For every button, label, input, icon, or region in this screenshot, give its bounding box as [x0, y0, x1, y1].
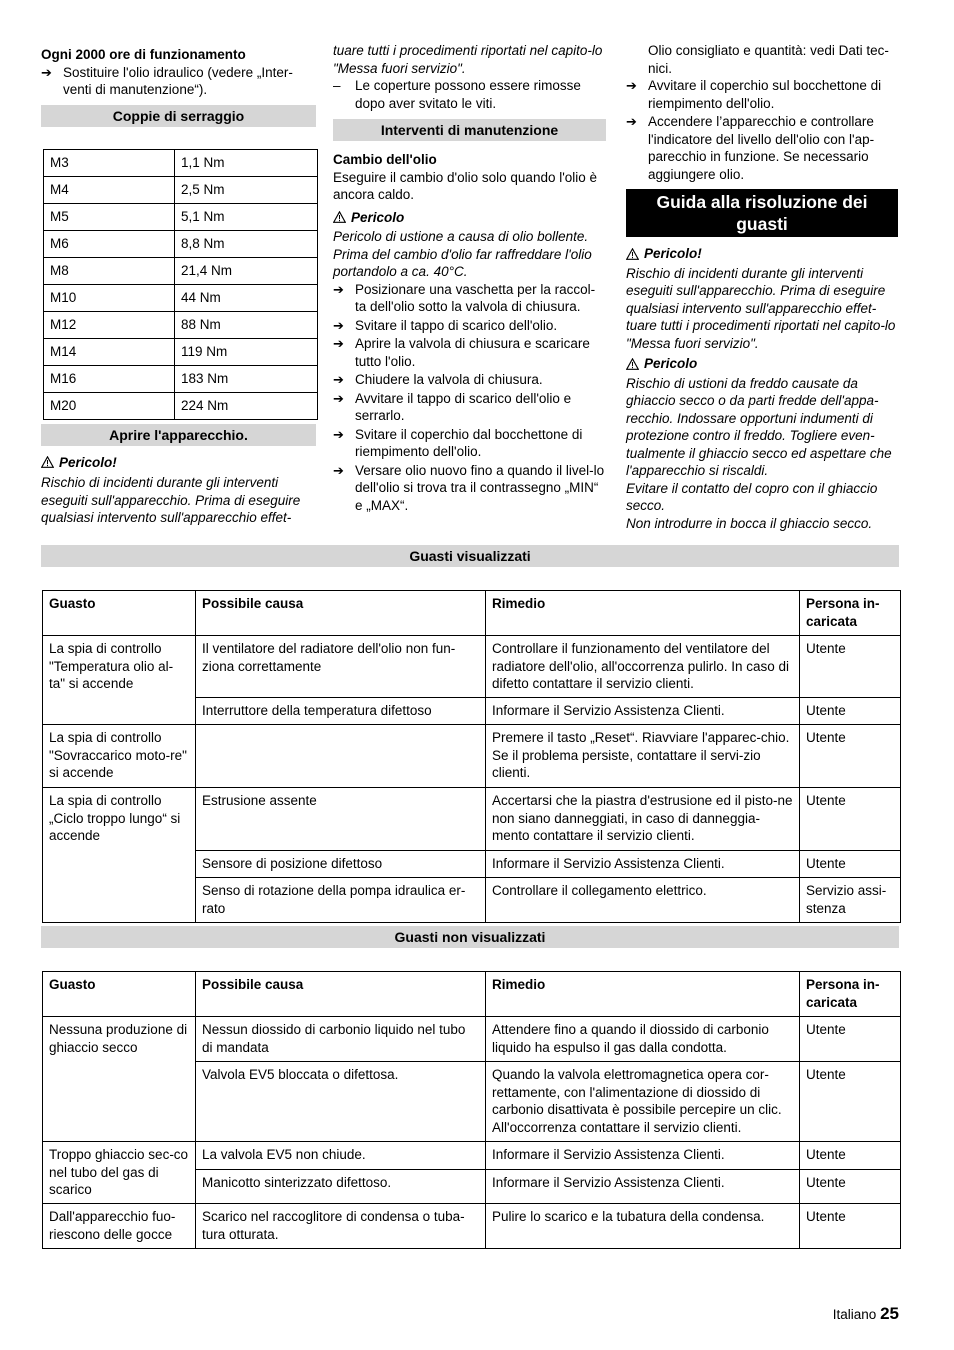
list-item: – Le coperture possono essere rimosse dopo aver svitato le viti. [333, 78, 581, 111]
table-row: Interruttore della temperatura difettoso Informare il Servizio Assistenza Clienti. Utente [43, 698, 901, 725]
table-row: M4 2,5 Nm [44, 176, 318, 203]
arrow-icon: ➔ [333, 281, 344, 297]
table-row: Manicotto sinterizzato difettoso. Informare il Servizio Assistenza Clienti. Utente [43, 1170, 901, 1204]
arrow-icon: ➔ [626, 78, 637, 93]
column-right [626, 42, 898, 532]
table-row: Troppo ghiaccio sec-co nel tubo del gas di scarico La valvola EV5 non chiude. Informare il Servizio Assistenza Clienti. Utente [43, 1142, 901, 1170]
table-row: La spia di controllo "Temperatura olio al-ta" si accende Il ventilatore del radiatore dell'olio non fun-ziona correttamente Controllare il funzionamento del ventilatore del radiatore dell'olio, all'occorrenza pulirlo. In caso di difetto contattare il servizio clienti. Utente [43, 636, 901, 698]
table-row: M6 8,8 Nm [44, 230, 318, 257]
warning-text: Evitare il contatto del copro con il ghiaccio secco. [626, 480, 878, 513]
arrow-icon: ➔ [333, 390, 344, 406]
troubleshooting-header: Guida alla risoluzione dei guasti [626, 189, 898, 237]
torque-header: Coppie di serraggio [41, 105, 316, 127]
list-item: ➔ Posizionare una vaschetta per la raccol-ta dell'olio sotto la valvola di chiusura. [333, 281, 596, 314]
warning-label: Pericolo! [626, 245, 898, 263]
table-row: La spia di controllo „Ciclo troppo lungo“ si accende Estrusione assente Accertarsi che la piastra d'estrusione ed il pisto-ne non siano danneggiati, in caso di danneggia-mento contattare il servizio clienti. Utente [43, 788, 901, 851]
table-header-row: Guasto Possibile causa Rimedio Persona in-caricata [43, 591, 901, 636]
warning-text: Rischio di incidenti durante gli interventi eseguiti sull'apparecchio. Prima di eseguire qualsiasi intervento sull'apparecchio effet- [41, 475, 301, 525]
list-item: ➔ Avvitare il coperchio sul bocchettone di riempimento dell'olio. [626, 78, 882, 111]
warning-text: Pericolo di ustione a causa di olio bollente. Prima del cambio d'olio far raffreddare l'olio portandolo a ca. 40°C. [333, 229, 592, 279]
table-row: Sensore di posizione difettoso Informare il Servizio Assistenza Clienti. Utente [43, 851, 901, 878]
column-left [41, 42, 316, 527]
arrow-icon: ➔ [333, 372, 344, 387]
list-item: ➔ Svitare il tappo di scarico dell'olio. [333, 317, 558, 333]
footer-language: Italiano [832, 1307, 877, 1322]
arrow-icon: ➔ [333, 336, 344, 351]
column-middle [333, 42, 606, 515]
not-shown-faults-table [42, 971, 901, 1249]
table-row: M14 119 Nm [44, 338, 318, 365]
warning-icon [333, 211, 346, 223]
arrow-icon: ➔ [626, 114, 637, 129]
warning-icon [41, 456, 54, 468]
warning-label: Pericolo! [41, 454, 316, 472]
page-footer [833, 1305, 899, 1324]
shown-faults-header: Guasti visualizzati [41, 545, 899, 567]
oil-change-title: Cambio dell'olio [333, 152, 437, 167]
continued-text: tuare tutti i procedimenti riportati nel capito-lo "Messa fuori servizio". [333, 43, 603, 76]
warning-text: Rischio di incidenti durante gli interventi eseguiti sull'apparecchio. Prima di eseguire qualsiasi intervento sull'apparecchio effet-tuare tutti i procedimenti riportati nel capito-lo "Messa fuori servizio". [626, 265, 896, 351]
list-item: ➔ Versare olio nuovo fino a quando il livel-lo dell'olio si trova tra il contrassegno „MIN“ e „MAX“. [333, 462, 605, 513]
list-item: ➔ Accendere l’apparecchio e controllare l'indicatore del livello dell'olio con l'ap-parecchio in funzione. Se necessario aggiungere olio. [626, 114, 875, 182]
open-device-header: Aprire l'apparecchio. [41, 424, 316, 446]
warning-label: Pericolo [333, 209, 606, 227]
table-row: Valvola EV5 bloccata o difettosa. Quando la valvola elettromagnetica opera cor-rettamente, con l'alimentazione di diossido di carbonio disattivata è possibile percepire un clic. All'occorrenza contattare il servizio clienti. Utente [43, 1062, 901, 1142]
list-item: ➔ Aprire la valvola di chiusura e scaricare tutto l'olio. [333, 336, 590, 369]
section-title: Ogni 2000 ore di funzionamento [41, 47, 246, 62]
arrow-icon: ➔ [333, 317, 344, 333]
table-row: M16 183 Nm [44, 365, 318, 392]
table-row: Nessuna produzione di ghiaccio secco Nessun diossido di carbonio liquido nel tubo di mandata Attendere fino a quando il diossido di carbonio liquido ha espulso il gas dalla condotta. Utente [43, 1017, 901, 1062]
warning-text: Non introdurre in bocca il ghiaccio secco. [626, 515, 873, 531]
arrow-icon: ➔ [41, 64, 52, 80]
arrow-icon: ➔ [333, 462, 344, 478]
not-shown-faults-header: Guasti non visualizzati [41, 926, 899, 948]
continued-text: Olio consigliato e quantità: vedi Dati tec-nici. [648, 43, 889, 76]
shown-faults-table [42, 590, 901, 923]
table-row: Senso di rotazione della pompa idraulica er-rato Controllare il collegamento elettrico. Servizio assi-stenza [43, 878, 901, 923]
table-header-row: Guasto Possibile causa Rimedio Persona in-caricata [43, 972, 901, 1017]
table-row: M10 44 Nm [44, 284, 318, 311]
list-item: ➔ Chiudere la valvola di chiusura. [333, 372, 543, 387]
page-number: 25 [880, 1304, 899, 1323]
warning-label: Pericolo [626, 355, 898, 373]
warning-icon [626, 248, 639, 260]
warning-icon [626, 358, 639, 370]
list-item: ➔ Avvitare il tappo di scarico dell'olio e serrarlo. [333, 390, 572, 423]
table-row: M5 5,1 Nm [44, 203, 318, 230]
table-row: Dall'apparecchio fuo-riescono delle gocce Scarico nel raccoglitore di condensa o tuba-tura otturata. Pulire lo scarico e la tubatura della condensa. Utente [43, 1204, 901, 1249]
warning-text: Rischio di ustioni da freddo causate da ghiaccio secco o da parti fredde dell'appa-recchio. Indossare opportuni indumenti di protezione contro il freddo. Togliere even-tualmente il ghiaccio secco ed aspettare che l'apparecchio si riscaldi. [626, 375, 892, 478]
oil-change-intro: Eseguire il cambio d'olio solo quando l'olio è ancora caldo. [333, 169, 598, 202]
table-row: M20 224 Nm [44, 392, 318, 419]
arrow-icon: ➔ [333, 426, 344, 442]
table-row: M8 21,4 Nm [44, 257, 318, 284]
maintenance-header: Interventi di manutenzione [333, 119, 606, 141]
torque-table [43, 149, 318, 420]
list-item: ➔ Svitare il coperchio dal bocchettone di riempimento dell'olio. [333, 426, 583, 459]
table-row: La spia di controllo "Sovraccarico moto-re" si accende Premere il tasto „Reset“. Riavviare l'apparec-chio. Se il problema persiste, contattare il servi-zio clienti. Utente [43, 725, 901, 788]
list-item: ➔ Sostituire l'olio idraulico (vedere „Inter-venti di manutenzione“). [41, 64, 293, 97]
table-row: M3 1,1 Nm [44, 149, 318, 176]
table-row: M12 88 Nm [44, 311, 318, 338]
